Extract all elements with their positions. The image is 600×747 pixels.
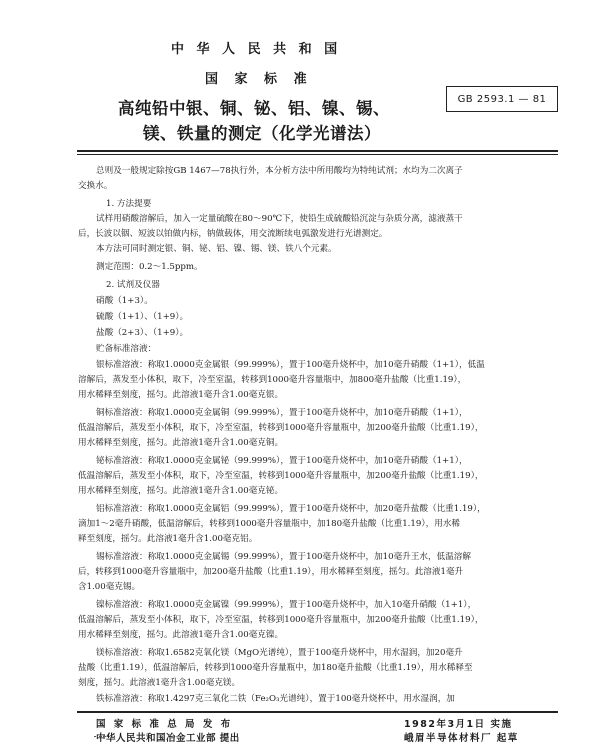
body-line: 银标准溶液：称取1.0000克金属银（99.999%），置于100毫升烧杯中，加10毫升硝酸（1+1），低温 [96, 360, 485, 370]
implementation-date: 1982年3月1日 实施 [404, 719, 513, 730]
body-line: 用水稀释至刻度，摇匀。此溶液1毫升含1.00毫克铜。 [78, 438, 284, 448]
section-heading: 1. 方法提要 [106, 199, 152, 209]
body-line: 含1.00毫克锡。 [78, 582, 141, 592]
body-line: 低温溶解后，蒸发至小体积，取下，冷至室温，转移到1000毫升容量瓶中，加200毫升盐酸（比重1.19）， [78, 423, 484, 433]
body-line: 盐酸（比重1.19），低温溶解后，转移到1000毫升容量瓶中，加180毫升盐酸（比重1.19），用水稀释至 [78, 663, 473, 673]
drafter: 峨眉半导体材料厂 起草 [404, 733, 519, 744]
body-line: 溶解后，蒸发至小体积，取下，冷至室温，转移到1000毫升容量瓶中，加800毫升盐酸（比重1.19）， [78, 375, 467, 385]
body-line: 硝酸（1+3）。 [96, 296, 153, 306]
body-line: 低温溶解后，蒸发至小体积，取下，冷至室温，转移到1000毫升容量瓶中，加200毫升盐酸（比重1.19）， [78, 471, 484, 481]
body-line: 测定范围：0.2～1.5ppm。 [96, 262, 203, 272]
body-line: 用水稀释至刻度，摇匀。此溶液1毫升含1.00毫克镍。 [78, 630, 284, 640]
section-heading: 2. 试剂及仪器 [106, 280, 160, 290]
country-heading: 中 华 人 民 共 和 国 [171, 42, 342, 57]
body-line: 释至刻度，摇匀。此溶液1毫升含1.00毫克铝。 [78, 534, 258, 544]
body-line: 硫酸（1+1）、（1+9）。 [96, 312, 189, 322]
body-line: 铋标准溶液：称取1.0000克金属铋（99.999%），置于100毫升烧杯中，加10毫升硝酸（1+1）， [96, 456, 468, 466]
body-line: 交换水。 [78, 181, 113, 191]
body-line: 低温溶解后，蒸发至小体积，取下，冷至室温，转移到1000毫升容量瓶中，加200毫升盐酸（比重1.19）， [78, 615, 484, 625]
proposer: 中华人民共和国冶金工业部 提出 [96, 733, 240, 744]
body-line: 镍标准溶液：称取1.0000克金属镍（99.999%），置于100毫升烧杯中，加入10毫升硝酸（1+1）， [96, 600, 477, 610]
body-line: 用水稀释至刻度，摇匀。此溶液1毫升含1.00毫克铋。 [78, 486, 284, 496]
body-line: 后，转移到1000毫升容量瓶中，加200毫升盐酸（比重1.19），用水稀释至刻度，摇匀。此溶液1毫升 [78, 567, 464, 577]
body-line: 刻度，摇匀。此溶液1毫升含1.00毫克镁。 [78, 678, 241, 688]
body-line: 铜标准溶液：称取1.0000克金属铜（99.999%），置于100毫升烧杯中，加10毫升硝酸（1+1）， [96, 408, 468, 418]
body-line: 后，长波以铟、短波以铂做内标，钠做载体，用交流断续电弧激发进行光谱测定。 [78, 229, 388, 239]
publisher: 国 家 标 准 总 局 发 布 [96, 719, 233, 730]
body-line: 铁标准溶液：称取1.4297克三氧化二铁（Fe₂O₃光谱纯），置于100毫升烧杯中，用水湿润，加 [96, 694, 455, 704]
body-line: 本方法可同时测定银、铜、铋、铝、镍、锡、镁、铁八个元素。 [96, 244, 337, 254]
top-rule-thick [77, 150, 558, 152]
body-line: 用水稀释至刻度，摇匀。此溶液1毫升含1.00毫克银。 [78, 390, 284, 400]
standard-type-heading: 国 家 标 准 [205, 72, 313, 87]
page-title-line2: 镁、铁量的测定（化学光谱法） [143, 124, 381, 143]
standard-number-box [446, 86, 558, 112]
body-line: 盐酸（2+3）、（1+9）。 [96, 328, 189, 338]
body-line: 滴加1～2毫升硝酸，低温溶解后，转移到1000毫升容量瓶中，加180毫升盐酸（比重1.19），用水稀 [78, 519, 461, 529]
body-line: 总则及一般规定除按GB 1467—78执行外，本分析方法中所用酸均为特纯试剂；水均为二次离子 [96, 166, 463, 176]
standard-number: GB 2593.1 — 81 [457, 93, 547, 105]
body-line: 锡标准溶液：称取1.0000克金属锡（99.999%），置于100毫升烧杯中，加10毫升王水，低温溶解 [96, 552, 471, 562]
bottom-rule [77, 711, 558, 713]
top-rule-thin [77, 154, 558, 155]
body-line: 镁标准溶液：称取1.6582克氧化镁（MgO光谱纯），置于100毫升烧杯中，用水湿润，加20毫升 [96, 648, 463, 658]
scan-mark [94, 736, 108, 741]
body-line: 贮备标准溶液： [96, 344, 157, 354]
body-line: 铝标准溶液：称取1.0000克金属铝（99.999%），置于100毫升烧杯中，加20毫升盐酸（比重1.19）， [96, 504, 486, 514]
body-line: 试样用硝酸溶解后，加入一定量硫酸在80～90℃下，使铅生成硫酸铅沉淀与杂质分离，滤液蒸干 [96, 214, 463, 224]
page-title-line1: 高纯铅中银、铜、铋、铝、镍、锡、 [118, 99, 390, 118]
